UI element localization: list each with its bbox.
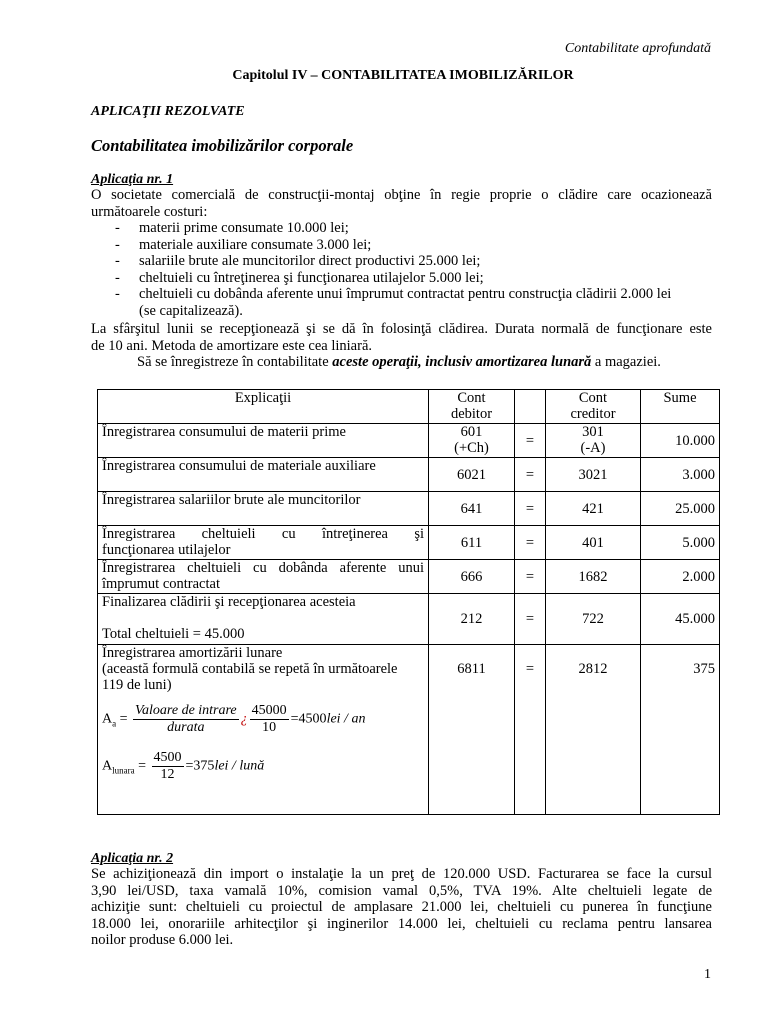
row-credit: 2812 [546, 645, 641, 815]
app2-line: 3,90 lei/USD, taxa vamală 10%, comision vamal 0,5%, TVA 19%. Alte cheltuieli legate de [91, 882, 712, 899]
chapter-title: Capitolul IV – CONTABILITATEA IMOBILIZĂRILOR [232, 68, 574, 83]
header-explanation: Explicaţii [98, 390, 429, 424]
app2-line: noilor produse 6.000 lei. [91, 932, 234, 948]
row-equals: = [515, 526, 546, 560]
row-debit: 212 [429, 594, 515, 645]
formula-annual-depreciation: $A_a$ = $\frac{\text{Valoare de intrare}}{\text{durata}}$ ¿ $\frac{45000}{10}$ =4500lei / an [102, 703, 366, 735]
app1-para2 [91, 321, 712, 371]
row-debit: 666 [429, 560, 515, 594]
table-header-row [98, 390, 720, 424]
app2-line: Se achiziţionează din import o instalaţie la un preţ de 120.000 USD. Facturarea se face la cursul [91, 866, 712, 882]
row-amount: 5.000 [641, 526, 720, 560]
row-credit: 1682 [546, 560, 641, 594]
row-amount: 3.000 [641, 458, 720, 492]
row-equals: = [515, 560, 546, 594]
list-item: - materii prime consumate 10.000 lei; [115, 220, 349, 236]
app1-para2-line2: de 10 ani. Metoda de amortizare este cea liniară. [91, 337, 373, 354]
table-row [98, 645, 720, 815]
list-item: - cheltuieli cu întreţinerea şi funcţionarea utilajelor 5.000 lei; [115, 269, 484, 286]
row-equals: = [515, 492, 546, 526]
table-row [98, 492, 720, 526]
app1-intro [91, 187, 712, 220]
row-credit: 301 (-A) [546, 424, 641, 458]
row-amount: 10.000 [641, 424, 720, 458]
section-title: APLICAŢII REZOLVATE [91, 104, 245, 119]
row-credit: 421 [546, 492, 641, 526]
table-row [98, 594, 720, 645]
app2-text [91, 866, 712, 949]
table-row [98, 458, 720, 492]
row-explanation: Înregistrarea consumului de materii prime [98, 424, 429, 458]
row-explanation: Înregistrarea cheltuieli cu întreţinerea şi funcţionarea utilajelor [98, 526, 429, 560]
app1-para2-line1: La sfârşitul lunii se recepţionează şi se dă în folosinţă clădirea. Durata normală de funcţionare este [91, 321, 712, 337]
list-item-continuation: (se capitalizează). [139, 302, 243, 319]
app1-intro-line1: O societate comercială de construcţii-montaj obţine în regie proprie o clădire care ocazionează [91, 187, 712, 203]
app2-title: Aplicaţia nr. 2 [91, 851, 174, 866]
row-explanation: Înregistrarea amortizării lunare (această formulă contabilă se repetă în următoarele 119 de luni) $A_a$ = $\frac{\text{Valoare de intrare}}{\text{durata}}$ ¿ $\frac{45000}{10}$ =4500lei / an $A_{lunara}$ = $\frac{4500}{12}$ =375lei / lună [98, 645, 429, 815]
row-amount: 25.000 [641, 492, 720, 526]
subsection-title: Contabilitatea imobilizărilor corporale [91, 136, 354, 155]
table-row [98, 560, 720, 594]
table-row [98, 424, 720, 458]
list-item: - materiale auxiliare consumate 3.000 lei; [115, 236, 372, 253]
cost-list [91, 220, 712, 319]
header-amount: Sume [641, 390, 720, 424]
app1-intro-line2: următoarele costuri: [91, 203, 208, 220]
row-amount: 2.000 [641, 560, 720, 594]
header-credit: Cont creditor [546, 390, 641, 424]
list-item: - salariile brute ale muncitorilor direct productivi 25.000 lei; [115, 253, 481, 269]
row-debit: 641 [429, 492, 515, 526]
row-credit: 722 [546, 594, 641, 645]
table-row [98, 526, 720, 560]
row-explanation: Înregistrarea consumului de materiale auxiliare [98, 458, 429, 492]
row-amount: 45.000 [641, 594, 720, 645]
row-credit: 401 [546, 526, 641, 560]
row-credit: 3021 [546, 458, 641, 492]
row-debit: 601 (+Ch) [429, 424, 515, 458]
formula-monthly-depreciation: $A_{lunara}$ = $\frac{4500}{12}$ =375lei / lună [102, 750, 265, 782]
header-blank [515, 390, 546, 424]
page-number: 1 [704, 967, 711, 982]
accounting-table [97, 389, 720, 815]
app1-title: Aplicaţia nr. 1 [91, 172, 174, 187]
row-debit: 6811 [429, 645, 515, 815]
row-amount: 375 [641, 645, 720, 815]
header-debit: Cont debitor [429, 390, 515, 424]
row-equals: = [515, 645, 546, 815]
row-explanation: Înregistrarea salariilor brute ale muncitorilor [98, 492, 429, 526]
row-equals: = [515, 424, 546, 458]
row-debit: 6021 [429, 458, 515, 492]
running-header: Contabilitate aprofundată [564, 41, 711, 56]
row-explanation: Finalizarea clădirii şi recepţionarea acesteia Total cheltuieli = 45.000 [98, 594, 429, 645]
row-explanation: Înregistrarea cheltuieli cu dobânda aferente unui împrumut contractat [98, 560, 429, 594]
row-debit: 611 [429, 526, 515, 560]
app2-line: achiziţie sunt: cheltuieli cu proiectul de amplasare 21.000 lei, cheltuieli cu punerea în funcţiune [91, 899, 712, 915]
app2-line: 18.000 lei, onorariile arhitecţilor şi inginerilor 14.000 lei, cheltuieli cu reclama pentru lansarea [91, 915, 712, 932]
row-equals: = [515, 594, 546, 645]
row-equals: = [515, 458, 546, 492]
list-item: - cheltuieli cu dobânda aferente unui împrumut contractat pentru construcţia clădirii 2.000 lei [115, 286, 672, 302]
app1-task: Să se înregistreze în contabilitate aceste operaţii, inclusiv amortizarea lunară a magaziei. [137, 354, 661, 370]
